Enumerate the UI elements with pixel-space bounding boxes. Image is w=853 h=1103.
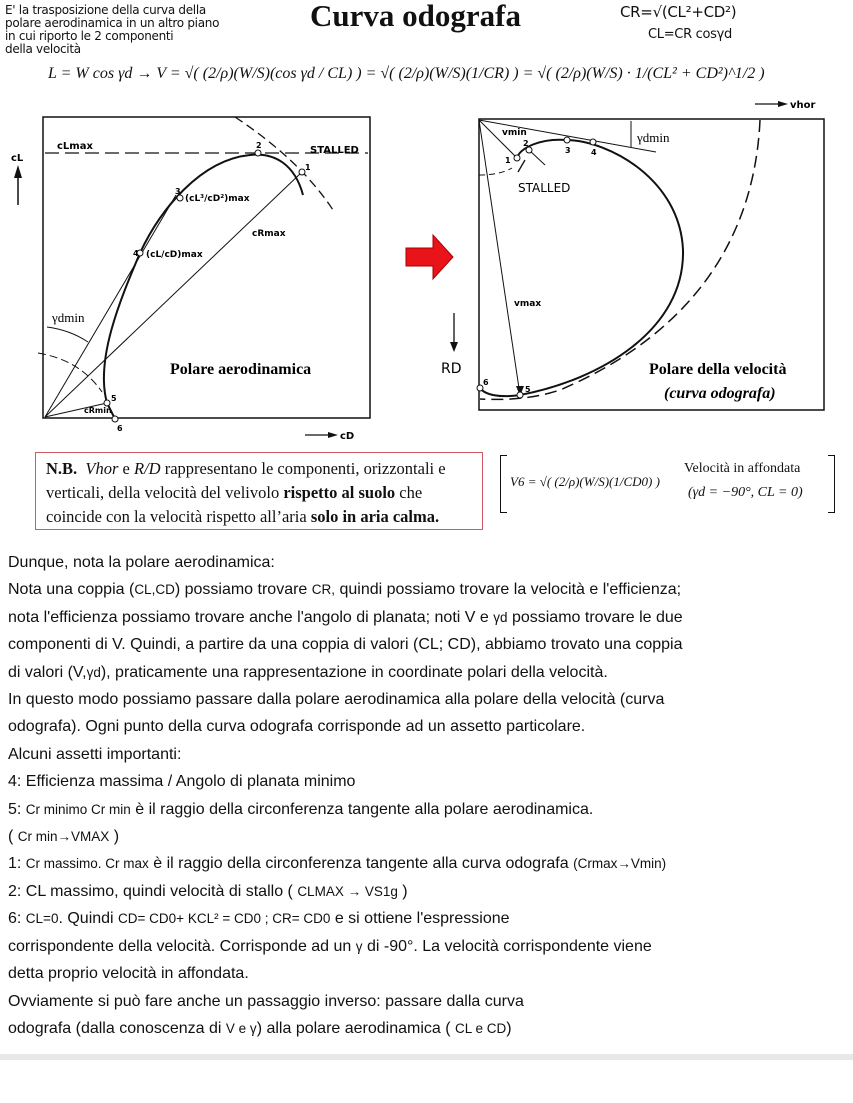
rd-axis-label: RD [441,361,462,377]
text-line [8,768,846,795]
text-line [8,549,846,576]
velocity-polar-diagram [430,95,850,420]
handwritten-math: Cr massimo. Cr max [25,856,149,872]
handwritten-math: γd [86,664,101,680]
text-segment: è il raggio della circonferenza tangente alla polare aerodinamica. [130,800,594,818]
text-segment: ) [109,828,120,846]
cd-axis-label: cD [340,431,355,442]
text-line [8,1015,846,1042]
text-segment: Alcuni assetti importanti: [8,745,182,763]
cl-axis-label: cL [11,153,24,164]
left-bracket [500,455,507,513]
handwritten-math: γ [355,938,363,954]
nb-text: e [118,459,134,478]
vhor-axis-label: vhor [790,100,816,111]
nb-text: che coincide con la velocità rispetto all’aria [46,483,423,526]
explanation-text [8,549,846,1042]
stalled-label: STALLED [518,181,571,195]
note-line: E' la trasposizione della curva della [5,3,206,17]
v6-condition: (γd = −90°, CL = 0) [688,485,803,500]
text-line [8,878,846,905]
text-segment: 2: CL massimo, quindi velocità di stallo ( [8,882,298,900]
text-segment: 4: Efficienza massima / Angolo di planata minimo [8,773,356,791]
side-note-cr: CR=√(CL²+CD²) [620,3,737,21]
text-segment: quindi possiamo trovare la velocità e l'efficienza; [335,581,682,599]
hodograph-curve [480,140,683,396]
point-6: 6 [483,378,489,387]
text-segment: è il raggio della circonferenza tangente alla curva odografa [148,855,574,873]
text-segment: possiamo trovare le due [507,608,683,626]
vmax-label: vmax [514,299,542,309]
text-line [8,850,846,877]
text-line [8,713,846,740]
point-6: 6 [117,424,123,433]
left-caption: Polare aerodinamica [170,361,312,378]
handwritten-math: CR, [311,582,336,598]
text-segment: odografa (dalla conoscenza di [8,1019,226,1037]
text-segment: ) alla polare aerodinamica ( [256,1019,456,1037]
text-line [8,960,846,987]
text-line [8,905,846,932]
text-segment: . Quindi [58,910,119,928]
point-5: 5 [111,394,117,403]
note-line: della velocità [5,42,81,56]
text-line [8,741,846,768]
handwritten-math: CL=0 [25,911,59,927]
text-segment: 1: [8,855,26,873]
text-segment: Dunque, nota la polare aerodinamica: [8,554,275,571]
v6-label: Velocità in affondata [684,461,801,476]
text-segment: e si ottiene l'espressione [330,910,510,928]
handwritten-note [5,4,219,56]
text-segment: di valori (V, [8,663,87,681]
p4-label: (cL/cD)max [146,250,203,260]
text-segment: ) possiamo trovare [174,581,312,599]
text-segment: In questo modo possiamo passare dalla polare aerodinamica alla polare della velocità (curva [8,691,665,709]
crmin-label: cRmin [84,406,112,415]
dashed-curve [480,120,760,399]
text-line [8,631,846,658]
text-segment: corrispondente della velocità. Corrisponde ad un [8,937,356,955]
text-segment: nota l'efficienza possiamo trovare anche l'angolo di planata; noti V e [8,608,494,626]
text-segment: ), praticamente una rappresentazione in coordinate polari della velocità. [100,663,608,681]
nb-lead: N.B. [46,459,78,478]
nb-vhor: Vhor [85,459,119,478]
side-note-cl: CL=CR cosγd [648,27,732,42]
text-segment: Ovviamente si può fare anche un passaggio inverso: passare dalla curva [8,992,524,1010]
right-caption-1: Polare della velocità [649,361,787,378]
text-line [8,796,846,823]
point-2: 2 [523,139,529,148]
nb-text: rappresentano le componenti, orizzontali e verticali, della velocità del velivolo [46,459,446,502]
handwritten-math: γd [493,609,508,625]
v6-formula-box [500,455,835,513]
handwritten-math: Cr min→VMAX [17,829,110,845]
handwritten-math: CL,CD [134,582,175,598]
handwritten-math: Cr minimo Cr min [25,801,131,817]
point-3: 3 [565,146,571,155]
note-line: polare aerodinamica in un altro piano [5,16,220,30]
right-caption-2: (curva odografa) [664,385,776,402]
page-title: Curva odografa [310,0,521,33]
text-line [8,659,846,686]
text-segment: 6: [8,910,26,928]
text-segment: 5: [8,800,26,818]
stalled-label: STALLED [310,145,359,156]
nb-bold: rispetto al suolo [283,483,396,502]
point-3: 3 [175,187,181,196]
point-1: 1 [505,156,511,165]
crmax-label: cRmax [252,229,286,239]
text-segment: componenti di V. Quindi, a partire da una coppia di valori (CL; CD), abbiamo trovato una coppia [8,636,683,654]
text-line [8,576,846,603]
gamma-label: γdmin [637,130,670,145]
text-segment: Nota una coppia ( [8,581,135,599]
vmin-label: vmin [502,128,527,138]
handwritten-math: CLMAX → VS1g [297,883,398,899]
point-1: 1 [305,163,311,172]
velocity-formula: L = W cos γd → V = √( (2/ρ)(W/S)(cos γd / CL) ) = √( (2/ρ)(W/S)(1/CR) ) = √( (2/ρ)(W/S) · 1/(CL² + CD²)^1/2 ) [48,65,765,82]
point-4: 4 [591,148,597,157]
gamma-label: γdmin [52,310,85,325]
point-4: 4 [133,249,139,258]
text-line [8,604,846,631]
note-line: in cui riporto le 2 componenti [5,29,174,43]
p3-label: (cL³/cD²)max [185,194,250,204]
handwritten-math: (Crmax→Vmin) [573,856,667,872]
handwritten-math: CL e CD [455,1020,507,1036]
nb-box [35,452,483,530]
text-line [8,933,846,960]
nb-bold: solo in aria calma. [310,507,440,526]
aerodynamic-polar-diagram [0,95,420,450]
text-segment: di -90°. La velocità corrispondente viene [362,937,652,955]
text-line [8,988,846,1015]
text-line [8,686,846,713]
text-segment: ) [397,882,408,900]
right-bracket [828,455,835,513]
clmax-label: cLmax [57,141,93,152]
text-segment: detta proprio velocità in affondata. [8,965,249,983]
handwritten-math: V e γ [225,1020,257,1036]
handwritten-math: CD= CD0+ KCL² = CD0 ; CR= CD0 [118,911,331,927]
point-5: 5 [525,385,531,394]
text-segment: ) [506,1019,512,1037]
text-segment: odografa). Ogni punto della curva odografa corrisponde ad un assetto particolare. [8,718,586,736]
v6-formula: V6 = √( (2/ρ)(W/S)(1/CD0) ) [510,474,660,489]
text-segment: ( [8,828,18,846]
text-line [8,823,846,850]
nb-rd: R/D [134,459,161,478]
point-2: 2 [256,141,262,150]
divider [0,1054,853,1060]
